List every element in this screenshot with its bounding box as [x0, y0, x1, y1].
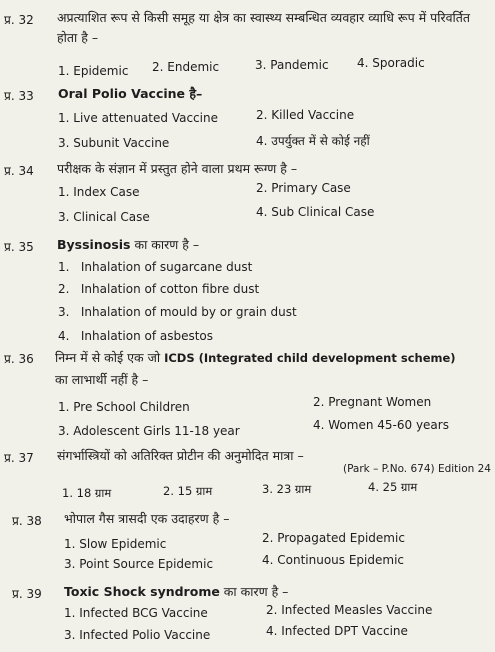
question-text-hindi: का कारण है –: [219, 584, 289, 599]
question-text: [57, 235, 489, 255]
question-text: भोपाल गैस त्रासदी एक उदाहरण है –: [64, 511, 230, 526]
question-text-english: Byssinosis: [57, 237, 131, 252]
option-3: 3. 23 ग्राम: [262, 482, 312, 496]
question-text-english: Toxic Shock syndrome: [64, 584, 220, 599]
option-2: 2. Pregnant Women: [313, 395, 432, 409]
option-4: 4. Sub Clinical Case: [256, 205, 375, 219]
question-number: प्र. 35: [4, 240, 34, 254]
option-3: 3. Point Source Epidemic: [64, 557, 214, 571]
option-2: 2. Endemic: [152, 60, 220, 74]
option-1: 1. Index Case: [58, 185, 140, 199]
option-2: 2. Killed Vaccine: [256, 108, 355, 122]
option-3: 3. Adolescent Girls 11-18 year: [58, 424, 240, 438]
question-number: प्र. 36: [4, 352, 34, 366]
option-4: 4. Continuous Epidemic: [262, 553, 405, 567]
option-2: 2. Infected Measles Vaccine: [266, 603, 433, 617]
question-text: परीक्षक के संज्ञान में प्रस्तुत होने वाला प्रथम रूग्ण है –: [57, 161, 298, 176]
question-number: प्र. 34: [4, 164, 34, 178]
option-1: 1. 18 ग्राम: [62, 486, 112, 500]
question-text: Oral Polio Vaccine है–: [58, 86, 203, 101]
option-3: 3. Clinical Case: [58, 210, 150, 224]
question-number: प्र. 37: [4, 451, 34, 465]
option-2: 2. Inhalation of cotton fibre dust: [58, 282, 260, 296]
option-2: 2. 15 ग्राम: [163, 484, 213, 498]
option-4: 4. Women 45-60 years: [313, 418, 449, 432]
question-text-pre: निम्न में से कोई एक जो: [55, 350, 165, 365]
option-4: 4. Inhalation of asbestos: [58, 329, 214, 343]
option-3: 3. Pandemic: [255, 58, 329, 72]
question-text: [55, 347, 495, 391]
option-4: 4. Infected DPT Vaccine: [266, 624, 408, 638]
option-1: 1. Slow Epidemic: [64, 537, 167, 551]
option-3: 3. Inhalation of mould by or grain dust: [58, 305, 297, 319]
question-number: प्र. 39: [12, 587, 42, 601]
option-3: 3. Infected Polio Vaccine: [64, 628, 211, 642]
option-1: 1. Live attenuated Vaccine: [58, 111, 218, 125]
question-number: प्र. 32: [4, 13, 34, 27]
question-text-english: ICDS (Integrated child development scheme): [164, 351, 456, 365]
option-1: 1. Epidemic: [58, 64, 129, 78]
option-2: 2. Propagated Epidemic: [262, 531, 405, 545]
question-text: अप्रत्याशित रूप से किसी समूह या क्षेत्र का स्वास्थ्य सम्बन्धित व्यवहार व्याधि रूप में परिवर्तित होता है –: [57, 10, 471, 45]
question-text-hindi: का कारण है –: [130, 237, 200, 252]
question-text-post: का लाभार्थी नहीं है –: [55, 372, 149, 387]
question-text: [64, 582, 495, 602]
option-4: 4. Sporadic: [357, 56, 425, 70]
option-2: 2. Primary Case: [256, 181, 351, 195]
question-text: संगर्भास्त्रियों को अतिरिक्त प्रोटीन की अनुमोदित मात्रा –: [57, 448, 304, 463]
option-4: 4. 25 ग्राम: [368, 480, 418, 494]
option-3: 3. Subunit Vaccine: [58, 136, 170, 150]
question-number: प्र. 33: [4, 89, 34, 103]
reference-note: (Park – P.No. 674) Edition 24: [342, 463, 491, 475]
option-4: 4. उपर्युक्त में से कोई नहीं: [256, 134, 370, 148]
option-1: 1. Pre School Children: [58, 400, 190, 414]
question-number: प्र. 38: [12, 514, 42, 528]
option-1: 1. Infected BCG Vaccine: [64, 606, 208, 620]
option-1: 1. Inhalation of sugarcane dust: [58, 260, 253, 274]
